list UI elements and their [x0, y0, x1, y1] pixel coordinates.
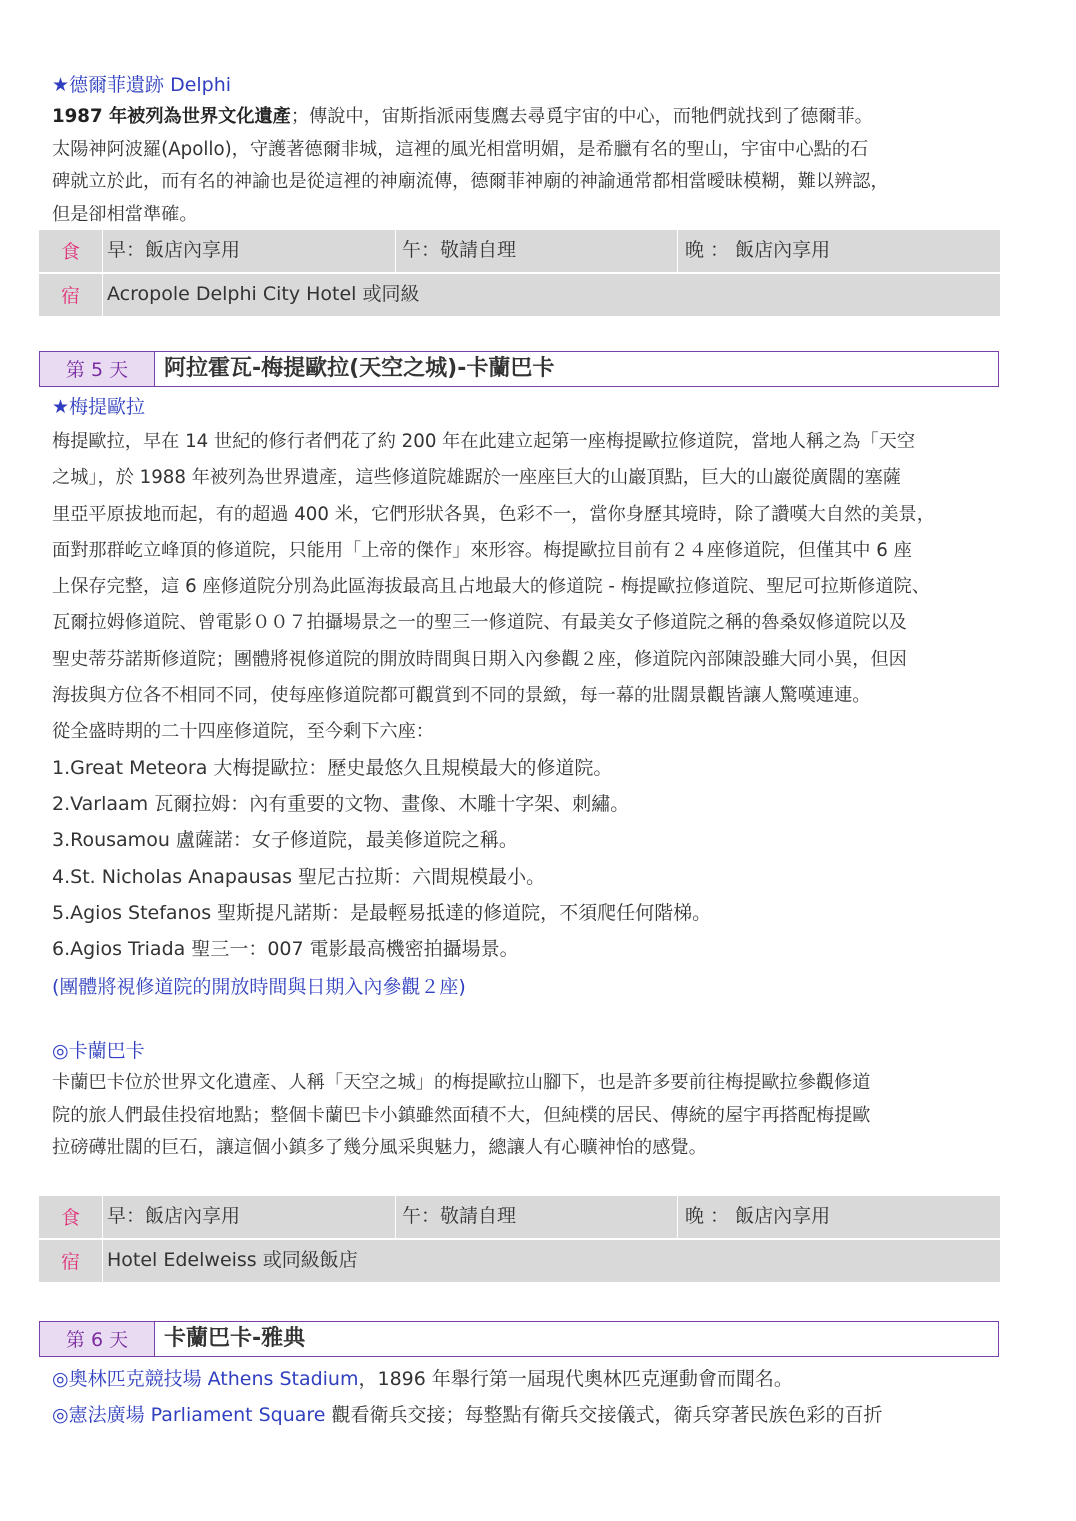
delphi-line-1: ；傳說中，宙斯指派兩隻鷹去尋覓宇宙的中心，而牠們就找到了德爾菲。 [290, 106, 873, 127]
monastery-list-item: 2.Varlaam 瓦爾拉姆：內有重要的文物、畫像、木雕十字架、刺繡。 [52, 793, 630, 815]
monastery-list-item: 6.Agios Triada 聖三一：007 電影最高機密拍攝場景。 [52, 938, 519, 960]
delphi-line-2: 太陽神阿波羅(Apollo)，守護著德爾非城，這裡的風光相當明媚，是希臘有名的聖山，宇宙中心點的石 [52, 138, 869, 160]
lunch-cell: 午：敬請自理 [402, 239, 517, 261]
meteora-heading: ★梅提歐拉 [52, 396, 146, 418]
meteora-line: 瓦爾拉姆修道院、曾電影００７拍攝場景之一的聖三一修道院、有最美女子修道院之稱的魯桑奴修道院以及 [52, 612, 907, 634]
hotel-cell: Hotel Edelweiss 或同級飯店 [107, 1249, 358, 1271]
breakfast-cell: 早：飯店內享用 [107, 1205, 241, 1227]
meal-row [39, 1196, 1000, 1238]
meteora-line: 里亞平原拔地而起，有的超過 400 米，它們形狀各異，色彩不一，當你身歷其境時，除了讚嘆大自然的美景， [52, 503, 935, 525]
dinner-cell: 晚 ： 飯店內享用 [685, 1205, 831, 1227]
hotel-cell: Acropole Delphi City Hotel 或同級 [107, 283, 420, 305]
stadium-line [52, 1366, 793, 1392]
meteora-line: 之城」，於 1988 年被列為世界遺產，這些修道院雄踞於一座座巨大的山巖頂點，巨大的山巖從廣闊的塞薩 [52, 467, 901, 489]
meteora-line: 海拔與方位各不相同不同，使每座修道院都可觀賞到不同的景緻，每一幕的壯闊景觀皆讓人驚嘆連連。 [52, 685, 871, 707]
meteora-line: 從全盛時期的二十四座修道院，至今剩下六座： [52, 721, 434, 743]
kalambaka-paragraph [52, 1067, 1037, 1165]
stadium-heading: ◎奧林匹克競技場 Athens Stadium [52, 1368, 359, 1390]
lunch-cell: 午：敬請自理 [402, 1205, 517, 1227]
kalambaka-heading: ◎卡蘭巴卡 [52, 1040, 145, 1062]
delphi-lead-bold: 1987 年被列為世界文化遺產 [52, 106, 291, 127]
divider [395, 1196, 396, 1238]
delphi-heading: ★德爾菲遺跡 Delphi [52, 74, 232, 96]
dinner-cell: 晚 ： 飯店內享用 [685, 239, 831, 261]
day-title: 阿拉霍瓦-梅提歐拉(天空之城)-卡蘭巴卡 [164, 356, 555, 381]
square-text: 觀看衛兵交接；每整點有衛兵交接儀式，衛兵穿著民族色彩的百折 [325, 1404, 883, 1426]
stadium-text: ，1896 年舉行第一屆現代奧林匹克運動會而聞名。 [358, 1368, 793, 1390]
delphi-line-4: 但是卻相當準確。 [52, 203, 198, 225]
square-heading: ◎憲法廣場 Parliament Square [52, 1404, 326, 1426]
day-5-header [39, 351, 999, 387]
square-line [52, 1402, 883, 1428]
breakfast-cell: 早：飯店內享用 [107, 239, 241, 261]
delphi-paragraph [52, 101, 1037, 231]
stay-row [39, 1240, 1000, 1282]
kalambaka-line: 拉磅礡壯闊的巨石，讓這個小鎮多了幾分風采與魅力，總讓人有心曠神怡的感覺。 [52, 1137, 707, 1158]
monastery-list-item: 1.Great Meteora 大梅提歐拉：歷史最悠久且規模最大的修道院。 [52, 757, 613, 779]
meteora-line: 上保存完整，這 6 座修道院分別為此區海拔最高且占地最大的修道院 - 梅提歐拉修道院、聖尼可拉斯修道院、 [52, 576, 930, 598]
day-title: 卡蘭巴卡-雅典 [164, 1326, 306, 1351]
day-6-header [39, 1321, 999, 1357]
visit-note: (團體將視修道院的開放時間與日期入內參觀２座) [52, 976, 466, 998]
meteora-line: 聖史蒂芬諾斯修道院；團體將視修道院的開放時間與日期入內參觀２座，修道院內部陳設雖大同小異，但因 [52, 648, 907, 670]
stay-row [39, 274, 1000, 316]
divider [395, 230, 396, 272]
meteora-line: 梅提歐拉，早在 14 世紀的修行者們花了約 200 年在此建立起第一座梅提歐拉修道院，當地人稱之為「天空 [52, 431, 916, 452]
delphi-line-3: 碑就立於此，而有名的神諭也是從這裡的神廟流傳，德爾菲神廟的神諭通常都相當曖昧模糊，難以辨認， [52, 171, 889, 192]
day-label: 第 5 天 [40, 352, 155, 386]
stay-label: 宿 [60, 1251, 80, 1273]
kalambaka-line: 卡蘭巴卡位於世界文化遺產、人稱「天空之城」的梅提歐拉山腳下，也是許多要前往梅提歐拉參觀修道 [52, 1072, 871, 1093]
meteora-line: 面對那群屹立峰頂的修道院，只能用「上帝的傑作」來形容。梅提歐拉目前有２４座修道院，但僅其中 6 座 [52, 539, 912, 561]
meal-row [39, 230, 1000, 272]
monastery-list-item: 4.St. Nicholas Anapausas 聖尼古拉斯：六間規模最小。 [52, 866, 546, 888]
day-label: 第 6 天 [40, 1322, 155, 1356]
monastery-list-item: 3.Rousamou 盧薩諾：女子修道院，最美修道院之稱。 [52, 829, 518, 851]
stay-label: 宿 [60, 285, 80, 307]
meal-label: 食 [60, 1207, 80, 1229]
kalambaka-line: 院的旅人們最佳投宿地點；整個卡蘭巴卡小鎮雖然面積不大，但純樸的居民、傳統的屋宇再搭配梅提歐 [52, 1104, 871, 1126]
meteora-paragraph [52, 424, 1037, 751]
meal-label: 食 [60, 241, 80, 263]
divider [677, 230, 678, 272]
monastery-list-item: 5.Agios Stefanos 聖斯提凡諾斯：是最輕易抵達的修道院，不須爬任何階梯。 [52, 902, 712, 924]
divider [677, 1196, 678, 1238]
